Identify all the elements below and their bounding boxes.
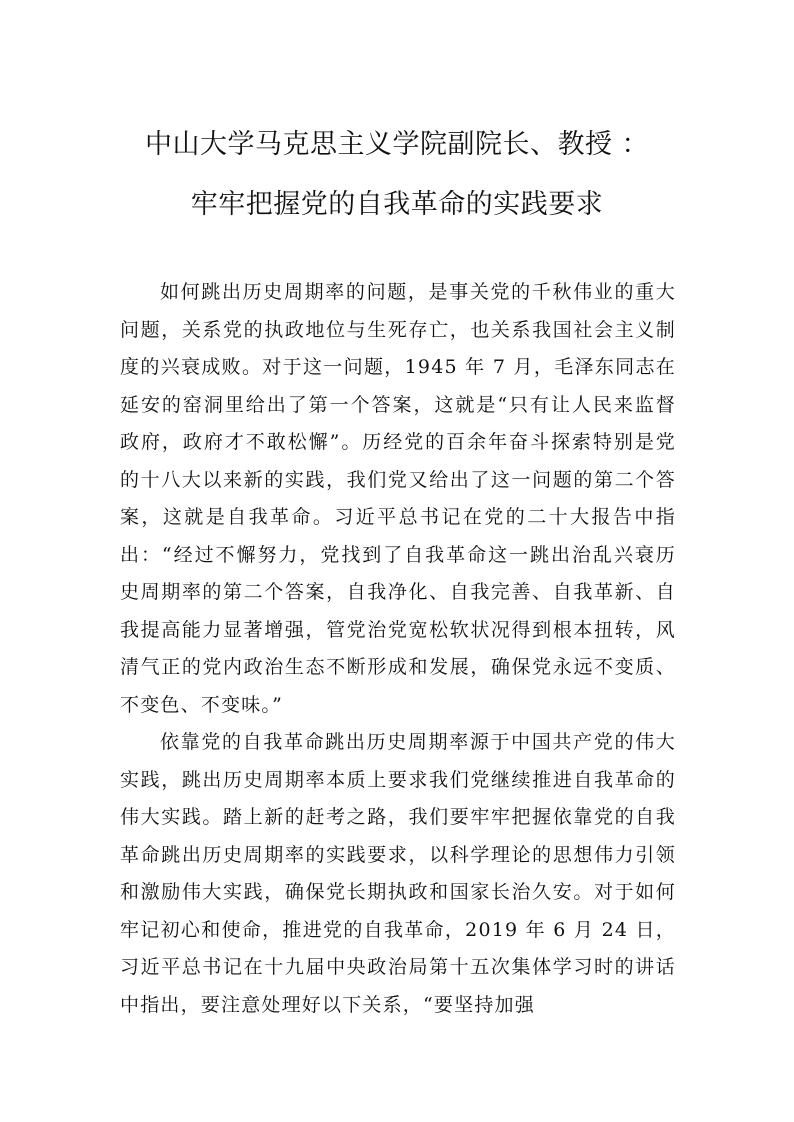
title-block: [0, 128, 794, 248]
title-line-1: 中山大学马克思主义学院副院长、教授 ：: [144, 129, 650, 160]
paragraph-1: 如何跳出历史周期率的问题，是事关党的千秋伟业的重大问题，关系党的执政地位与生死存亡，也关系我国社会主义制度的兴衰成败。对于这一问题，1945 年 7 月，毛泽东同志在延安的窑洞里给出了第一个答案，这就是“只有让人民来监督政府，政府才不敢松懈”。历经党的百余年奋斗探索特别是党的十八大以来新的实践，我们党又给出了这一问题的第二个答案，这就是自我革命。习近平总书记在党的二十大报告中指出：“经过不懈努力，党找到了自我革命这一跳出治乱兴衰历史周期率的第二个答案，自我净化、自我完善、自我革新、自我提高能力显著增强，管党治党宽松软状况得到根本扭转，风清气正的党内政治生态不断形成和发展，确保党永远不变质、不变色、不变味。”: [120, 281, 676, 716]
title-line-2: 牢牢把握党的自我革命的实践要求: [190, 189, 604, 220]
body-text: [120, 274, 676, 1024]
paragraph-2: 依靠党的自我革命跳出历史周期率源于中国共产党的伟大实践，跳出历史周期率本质上要求我们党继续推进自我革命的伟大实践。踏上新的赶考之路，我们要牢牢把握依靠党的自我革命跳出历史周期率的实践要求，以科学理论的思想伟力引领和激励伟大实践，确保党长期执政和国家长治久安。对于如何牢记初心和使命，推进党的自我革命，2019 年 6 月 24 日，习近平总书记在十九届中央政治局第十五次集体学习时的讲话中指出，要注意处理好以下关系，“要坚持加强: [120, 731, 676, 1016]
